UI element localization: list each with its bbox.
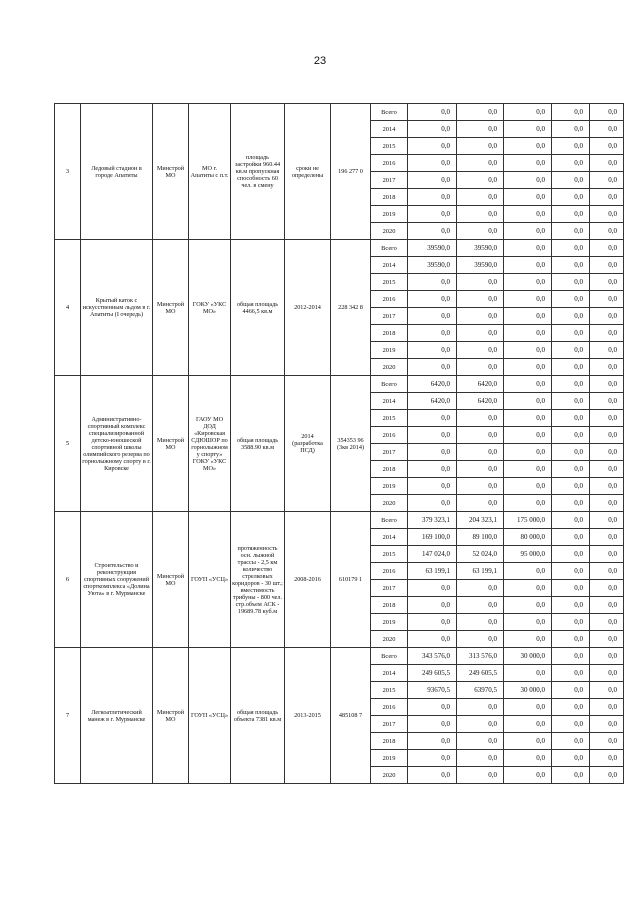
funding-value-cell: 0,0: [408, 750, 457, 767]
funding-value-cell: 0,0: [408, 478, 457, 495]
funding-value-cell: 52 024,0: [457, 546, 504, 563]
funding-value-cell: 0,0: [590, 291, 624, 308]
funding-value-cell: 0,0: [590, 512, 624, 529]
funding-value-cell: 0,0: [408, 410, 457, 427]
funding-value-cell: 0,0: [590, 308, 624, 325]
project-number: 4: [55, 240, 81, 376]
funding-value-cell: 89 100,0: [457, 529, 504, 546]
funding-value-cell: 0,0: [552, 172, 590, 189]
funding-value-cell: 0,0: [590, 665, 624, 682]
funding-value-cell: 0,0: [590, 376, 624, 393]
funding-value-cell: 0,0: [504, 104, 552, 121]
funding-value-cell: 0,0: [457, 716, 504, 733]
funding-value-cell: 0,0: [408, 580, 457, 597]
project-number: 5: [55, 376, 81, 512]
funding-value-cell: 0,0: [552, 359, 590, 376]
year-cell: 2019: [371, 750, 408, 767]
project-cost: 228 342 8: [331, 240, 371, 376]
project-period: 2013-2015: [285, 648, 331, 784]
funding-value-cell: 0,0: [552, 563, 590, 580]
funding-value-cell: 0,0: [408, 138, 457, 155]
funding-value-cell: 0,0: [457, 461, 504, 478]
funding-value-cell: 0,0: [457, 478, 504, 495]
project-period: 2012-2014: [285, 240, 331, 376]
project-capacity: протяженность осн. лыжной трассы - 2,5 км количество стрелковых коридоров - 30 шт.; вместимость трибуны - 800 чел. стр.объем АСК - 19689.78 куб.м: [231, 512, 285, 648]
funding-value-cell: 0,0: [504, 444, 552, 461]
funding-value-cell: 0,0: [552, 597, 590, 614]
project-name: Административно-спортивный комплекс специализированной детско-юношеской спортивной школы олимпийского резерва по горнолыжному спорту в г. Кировске: [81, 376, 153, 512]
table-row: [55, 376, 624, 393]
funding-value-cell: 0,0: [504, 580, 552, 597]
project-name: Легкоатлетический манеж в г. Мурманске: [81, 648, 153, 784]
year-cell: 2017: [371, 580, 408, 597]
funding-value-cell: 0,0: [457, 733, 504, 750]
funding-value-cell: 0,0: [408, 614, 457, 631]
funding-value-cell: 0,0: [408, 172, 457, 189]
project-capacity: общая площадь объекта 7381 кв.м: [231, 648, 285, 784]
project-cost: 196 277 0: [331, 104, 371, 240]
funding-value-cell: 0,0: [590, 529, 624, 546]
funding-value-cell: 0,0: [590, 104, 624, 121]
year-cell: 2014: [371, 393, 408, 410]
funding-value-cell: 0,0: [504, 291, 552, 308]
funding-value-cell: 0,0: [552, 308, 590, 325]
funding-value-cell: 0,0: [408, 359, 457, 376]
project-customer: Минстрой МО: [153, 376, 189, 512]
funding-value-cell: 0,0: [590, 257, 624, 274]
funding-value-cell: 0,0: [457, 308, 504, 325]
funding-value-cell: 39590,0: [408, 240, 457, 257]
funding-value-cell: 0,0: [457, 274, 504, 291]
funding-value-cell: 0,0: [504, 189, 552, 206]
funding-value-cell: 0,0: [552, 342, 590, 359]
funding-value-cell: 0,0: [552, 427, 590, 444]
funding-value-cell: 0,0: [504, 257, 552, 274]
funding-value-cell: 0,0: [457, 342, 504, 359]
funding-value-cell: 0,0: [552, 444, 590, 461]
funding-value-cell: 0,0: [457, 189, 504, 206]
funding-value-cell: 0,0: [590, 342, 624, 359]
project-capacity: площадь застройки 960.44 кв.м пропускная способность 60 чел. в смену: [231, 104, 285, 240]
funding-value-cell: 63 199,1: [408, 563, 457, 580]
funding-value-cell: 147 024,0: [408, 546, 457, 563]
funding-value-cell: 0,0: [457, 291, 504, 308]
funding-value-cell: 0,0: [590, 546, 624, 563]
table-row: [55, 104, 624, 121]
project-period: 2008-2016: [285, 512, 331, 648]
funding-value-cell: 0,0: [590, 223, 624, 240]
funding-value-cell: 0,0: [457, 444, 504, 461]
year-cell: 2015: [371, 682, 408, 699]
year-cell: 2020: [371, 223, 408, 240]
funding-value-cell: 0,0: [457, 325, 504, 342]
funding-value-cell: 0,0: [457, 580, 504, 597]
funding-value-cell: 39590,0: [408, 257, 457, 274]
year-cell: 2014: [371, 665, 408, 682]
funding-value-cell: 0,0: [408, 206, 457, 223]
funding-value-cell: 313 576,0: [457, 648, 504, 665]
funding-value-cell: 0,0: [504, 240, 552, 257]
funding-value-cell: 0,0: [504, 138, 552, 155]
funding-value-cell: 0,0: [552, 767, 590, 784]
funding-value-cell: 0,0: [552, 478, 590, 495]
project-executor: ГАОУ МО ДОД «Кировская СДЮШОР по горнолыжному спорту» ГОКУ «УКС МО»: [189, 376, 231, 512]
funding-value-cell: 6420,0: [408, 376, 457, 393]
funding-value-cell: 0,0: [504, 325, 552, 342]
year-cell: Всего: [371, 648, 408, 665]
year-cell: 2016: [371, 563, 408, 580]
funding-value-cell: 0,0: [552, 495, 590, 512]
funding-value-cell: 0,0: [590, 580, 624, 597]
funding-value-cell: 0,0: [457, 699, 504, 716]
funding-value-cell: 0,0: [590, 478, 624, 495]
funding-value-cell: 93670,5: [408, 682, 457, 699]
funding-value-cell: 0,0: [590, 597, 624, 614]
funding-value-cell: 95 000,0: [504, 546, 552, 563]
funding-value-cell: 0,0: [408, 325, 457, 342]
funding-value-cell: 0,0: [504, 614, 552, 631]
year-cell: Всего: [371, 376, 408, 393]
year-cell: 2018: [371, 325, 408, 342]
funding-value-cell: 0,0: [408, 461, 457, 478]
year-cell: Всего: [371, 240, 408, 257]
year-cell: 2016: [371, 699, 408, 716]
funding-value-cell: 0,0: [457, 155, 504, 172]
year-cell: 2017: [371, 308, 408, 325]
funding-value-cell: 0,0: [408, 495, 457, 512]
funding-value-cell: 0,0: [504, 597, 552, 614]
year-cell: 2019: [371, 206, 408, 223]
funding-value-cell: 0,0: [552, 325, 590, 342]
project-customer: Минстрой МО: [153, 104, 189, 240]
funding-value-cell: 0,0: [552, 257, 590, 274]
funding-value-cell: 0,0: [408, 189, 457, 206]
funding-value-cell: 0,0: [504, 427, 552, 444]
funding-value-cell: 0,0: [457, 138, 504, 155]
funding-value-cell: 0,0: [552, 546, 590, 563]
funding-value-cell: 0,0: [504, 563, 552, 580]
funding-value-cell: 0,0: [457, 767, 504, 784]
funding-value-cell: 80 000,0: [504, 529, 552, 546]
funding-value-cell: 0,0: [552, 155, 590, 172]
funding-value-cell: 0,0: [552, 189, 590, 206]
year-cell: 2016: [371, 155, 408, 172]
funding-value-cell: 0,0: [590, 682, 624, 699]
funding-value-cell: 0,0: [590, 206, 624, 223]
funding-value-cell: 0,0: [590, 121, 624, 138]
project-customer: Минстрой МО: [153, 512, 189, 648]
table-body: [55, 104, 624, 784]
funding-value-cell: 0,0: [552, 393, 590, 410]
funding-value-cell: 0,0: [552, 410, 590, 427]
funding-value-cell: 0,0: [504, 393, 552, 410]
year-cell: 2017: [371, 172, 408, 189]
funding-value-cell: 0,0: [552, 750, 590, 767]
year-cell: 2019: [371, 478, 408, 495]
funding-value-cell: 0,0: [504, 359, 552, 376]
funding-value-cell: 0,0: [590, 189, 624, 206]
funding-value-cell: 0,0: [552, 716, 590, 733]
funding-value-cell: 0,0: [552, 682, 590, 699]
funding-value-cell: 0,0: [590, 716, 624, 733]
funding-value-cell: 0,0: [408, 597, 457, 614]
funding-value-cell: 0,0: [504, 155, 552, 172]
project-cost: 485108 7: [331, 648, 371, 784]
funding-value-cell: 0,0: [504, 172, 552, 189]
funding-value-cell: 0,0: [552, 240, 590, 257]
funding-value-cell: 0,0: [457, 359, 504, 376]
year-cell: 2015: [371, 274, 408, 291]
funding-value-cell: 6420,0: [408, 393, 457, 410]
funding-value-cell: 0,0: [457, 750, 504, 767]
funding-value-cell: 0,0: [457, 206, 504, 223]
funding-value-cell: 0,0: [590, 495, 624, 512]
year-cell: 2017: [371, 716, 408, 733]
project-number: 3: [55, 104, 81, 240]
funding-value-cell: 0,0: [590, 767, 624, 784]
funding-value-cell: 0,0: [590, 172, 624, 189]
year-cell: 2014: [371, 529, 408, 546]
year-cell: 2018: [371, 597, 408, 614]
year-cell: 2019: [371, 342, 408, 359]
funding-value-cell: 343 576,0: [408, 648, 457, 665]
funding-value-cell: 0,0: [504, 342, 552, 359]
project-number: 6: [55, 512, 81, 648]
funding-value-cell: 0,0: [408, 767, 457, 784]
year-cell: 2019: [371, 614, 408, 631]
funding-value-cell: 0,0: [552, 138, 590, 155]
funding-value-cell: 0,0: [457, 121, 504, 138]
funding-value-cell: 0,0: [408, 342, 457, 359]
funding-value-cell: 0,0: [504, 631, 552, 648]
year-cell: 2018: [371, 461, 408, 478]
funding-value-cell: 0,0: [504, 121, 552, 138]
funding-value-cell: 0,0: [408, 274, 457, 291]
funding-value-cell: 0,0: [552, 206, 590, 223]
funding-value-cell: 0,0: [457, 104, 504, 121]
funding-value-cell: 0,0: [457, 427, 504, 444]
funding-value-cell: 0,0: [552, 580, 590, 597]
year-cell: 2015: [371, 546, 408, 563]
funding-value-cell: 0,0: [504, 223, 552, 240]
funding-value-cell: 0,0: [552, 121, 590, 138]
funding-value-cell: 0,0: [552, 648, 590, 665]
year-cell: 2014: [371, 257, 408, 274]
funding-value-cell: 39590,0: [457, 257, 504, 274]
funding-value-cell: 249 605,5: [457, 665, 504, 682]
funding-value-cell: 0,0: [552, 376, 590, 393]
funding-value-cell: 0,0: [590, 393, 624, 410]
project-name: Крытый каток с искусственным льдом в г. Апатиты (I очередь): [81, 240, 153, 376]
year-cell: 2015: [371, 138, 408, 155]
year-cell: 2017: [371, 444, 408, 461]
funding-value-cell: 169 100,0: [408, 529, 457, 546]
funding-value-cell: 175 000,0: [504, 512, 552, 529]
funding-value-cell: 0,0: [552, 665, 590, 682]
funding-value-cell: 0,0: [408, 631, 457, 648]
year-cell: 2015: [371, 410, 408, 427]
funding-value-cell: 0,0: [408, 716, 457, 733]
funding-value-cell: 0,0: [457, 223, 504, 240]
funding-value-cell: 0,0: [504, 665, 552, 682]
funding-value-cell: 0,0: [590, 427, 624, 444]
funding-value-cell: 0,0: [408, 155, 457, 172]
funding-value-cell: 0,0: [590, 614, 624, 631]
funding-value-cell: 6420,0: [457, 393, 504, 410]
funding-value-cell: 0,0: [504, 767, 552, 784]
funding-value-cell: 0,0: [504, 478, 552, 495]
funding-value-cell: 0,0: [590, 648, 624, 665]
year-cell: 2020: [371, 359, 408, 376]
funding-value-cell: 0,0: [408, 427, 457, 444]
funding-value-cell: 0,0: [590, 461, 624, 478]
funding-value-cell: 0,0: [590, 359, 624, 376]
funding-value-cell: 0,0: [504, 699, 552, 716]
project-name: Строительство и реконструкция спортивных сооружений спорткомплекса «Долина Уюта» в г. Мурманске: [81, 512, 153, 648]
funding-value-cell: 0,0: [504, 716, 552, 733]
project-capacity: общая площадь 3588.90 кв.м: [231, 376, 285, 512]
funding-value-cell: 0,0: [457, 410, 504, 427]
project-number: 7: [55, 648, 81, 784]
funding-value-cell: 0,0: [408, 699, 457, 716]
funding-value-cell: 63970,5: [457, 682, 504, 699]
funding-value-cell: 0,0: [504, 733, 552, 750]
year-cell: 2016: [371, 291, 408, 308]
table-row: [55, 648, 624, 665]
funding-value-cell: 0,0: [552, 461, 590, 478]
project-period: 2014 (разработка ПСД): [285, 376, 331, 512]
funding-value-cell: 0,0: [590, 750, 624, 767]
funding-value-cell: 0,0: [504, 461, 552, 478]
funding-value-cell: 0,0: [457, 614, 504, 631]
funding-value-cell: 0,0: [457, 597, 504, 614]
funding-value-cell: 0,0: [504, 308, 552, 325]
funding-value-cell: 0,0: [408, 444, 457, 461]
funding-value-cell: 0,0: [457, 495, 504, 512]
funding-value-cell: 0,0: [504, 410, 552, 427]
year-cell: 2018: [371, 189, 408, 206]
year-cell: 2020: [371, 631, 408, 648]
funding-value-cell: 0,0: [552, 274, 590, 291]
funding-value-cell: 0,0: [590, 274, 624, 291]
funding-value-cell: 6420,0: [457, 376, 504, 393]
funding-value-cell: 0,0: [552, 631, 590, 648]
year-cell: Всего: [371, 512, 408, 529]
funding-value-cell: 0,0: [552, 733, 590, 750]
funding-value-cell: 0,0: [590, 733, 624, 750]
funding-value-cell: 0,0: [552, 512, 590, 529]
funding-value-cell: 0,0: [552, 223, 590, 240]
funding-value-cell: 0,0: [590, 444, 624, 461]
funding-value-cell: 0,0: [457, 631, 504, 648]
year-cell: Всего: [371, 104, 408, 121]
funding-value-cell: 63 199,1: [457, 563, 504, 580]
project-cost: 354353 96 (3кв 2014): [331, 376, 371, 512]
year-cell: 2014: [371, 121, 408, 138]
funding-value-cell: 30 000,0: [504, 648, 552, 665]
funding-value-cell: 0,0: [590, 325, 624, 342]
funding-value-cell: 0,0: [590, 410, 624, 427]
funding-value-cell: 0,0: [504, 495, 552, 512]
funding-value-cell: 0,0: [504, 274, 552, 291]
funding-value-cell: 0,0: [552, 104, 590, 121]
funding-value-cell: 249 605,5: [408, 665, 457, 682]
year-cell: 2020: [371, 767, 408, 784]
funding-value-cell: 0,0: [590, 563, 624, 580]
table-row: [55, 240, 624, 257]
project-name: Ледовый стадион в городе Апатиты: [81, 104, 153, 240]
funding-value-cell: 0,0: [590, 631, 624, 648]
funding-value-cell: 0,0: [590, 155, 624, 172]
year-cell: 2018: [371, 733, 408, 750]
funding-value-cell: 0,0: [408, 733, 457, 750]
year-cell: 2020: [371, 495, 408, 512]
investment-projects-table: [54, 103, 624, 784]
project-customer: Минстрой МО: [153, 648, 189, 784]
project-capacity: общая площадь 4466,5 кв.м: [231, 240, 285, 376]
project-cost: 610179 1: [331, 512, 371, 648]
project-executor: ГОУП «УСЦ»: [189, 648, 231, 784]
page-number: 23: [313, 55, 327, 67]
funding-value-cell: 0,0: [590, 138, 624, 155]
project-executor: ГОУП «УСЦ»: [189, 512, 231, 648]
funding-value-cell: 0,0: [552, 529, 590, 546]
funding-value-cell: 0,0: [504, 750, 552, 767]
funding-value-cell: 0,0: [408, 291, 457, 308]
funding-value-cell: 0,0: [504, 206, 552, 223]
funding-value-cell: 0,0: [408, 223, 457, 240]
funding-value-cell: 30 000,0: [504, 682, 552, 699]
funding-value-cell: 0,0: [408, 308, 457, 325]
project-executor: ГОКУ «УКС МО»: [189, 240, 231, 376]
year-cell: 2016: [371, 427, 408, 444]
funding-value-cell: 39590,0: [457, 240, 504, 257]
funding-value-cell: 0,0: [590, 240, 624, 257]
funding-value-cell: 204 323,1: [457, 512, 504, 529]
funding-value-cell: 0,0: [457, 172, 504, 189]
project-customer: Минстрой МО: [153, 240, 189, 376]
funding-value-cell: 0,0: [552, 614, 590, 631]
table-row: [55, 512, 624, 529]
project-period: сроки не определены: [285, 104, 331, 240]
funding-value-cell: 0,0: [408, 104, 457, 121]
project-executor: МО г. Апатиты с п.т.: [189, 104, 231, 240]
funding-value-cell: 0,0: [552, 699, 590, 716]
funding-value-cell: 0,0: [552, 291, 590, 308]
funding-value-cell: 0,0: [408, 121, 457, 138]
funding-value-cell: 0,0: [504, 376, 552, 393]
funding-value-cell: 0,0: [590, 699, 624, 716]
funding-value-cell: 379 323,1: [408, 512, 457, 529]
